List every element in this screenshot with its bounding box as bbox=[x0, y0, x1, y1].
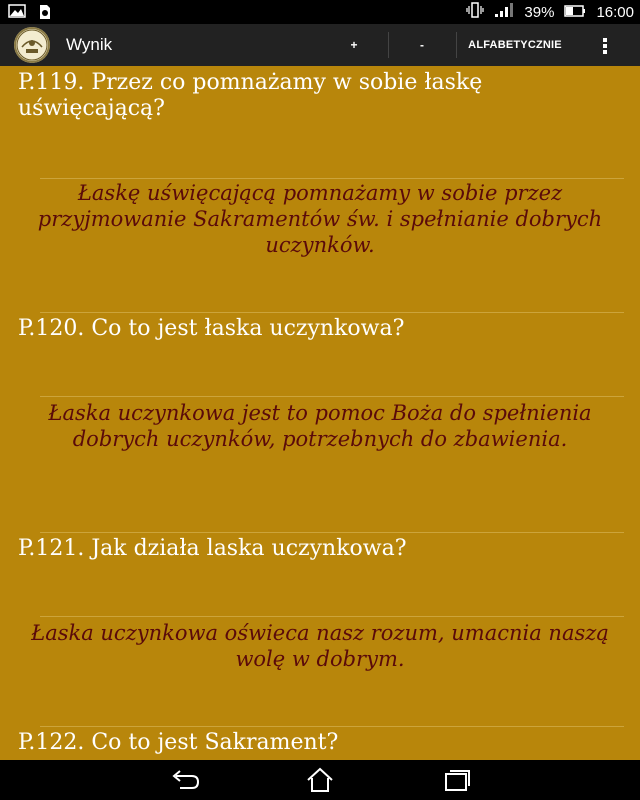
decrease-font-button[interactable]: - bbox=[420, 38, 424, 52]
question-body: Co to jest Sakrament? bbox=[91, 730, 339, 755]
divider bbox=[40, 532, 624, 533]
status-bar bbox=[0, 0, 640, 24]
home-icon[interactable] bbox=[300, 766, 340, 794]
alphabetical-button[interactable]: ALFABETYCZNIE bbox=[468, 39, 562, 51]
divider bbox=[40, 396, 624, 397]
app-notification-icon bbox=[38, 4, 52, 24]
overflow-menu-icon[interactable] bbox=[590, 24, 620, 66]
action-bar bbox=[0, 24, 640, 66]
answer-text: Łaskę uświęcającą pomnażamy w sobie przez przyjmowanie Sakramentów św. i spełnianie dobrych uczynków. bbox=[37, 181, 603, 257]
separator bbox=[456, 32, 457, 58]
divider bbox=[40, 726, 624, 727]
question-number: P.119. bbox=[18, 70, 85, 95]
question-text bbox=[18, 730, 618, 756]
question-body: Co to jest łaska uczynkowa? bbox=[91, 316, 405, 341]
question-number: P.121. bbox=[18, 536, 85, 561]
qa-list[interactable] bbox=[0, 66, 640, 760]
answer-text: Łaska uczynkowa jest to pomoc Boża do spełnienia dobrych uczynków, potrzebnych do zbawienia. bbox=[48, 401, 592, 451]
vibrate-icon bbox=[466, 2, 484, 22]
battery-icon bbox=[564, 4, 586, 21]
question-number: P.120. bbox=[18, 316, 85, 341]
back-icon[interactable] bbox=[166, 766, 206, 794]
divider bbox=[40, 178, 624, 179]
question-text bbox=[18, 70, 618, 122]
increase-font-button[interactable]: + bbox=[350, 38, 358, 52]
battery-percent: 39% bbox=[524, 3, 555, 21]
question-number: P.122. bbox=[18, 730, 85, 755]
divider bbox=[40, 616, 624, 617]
clock: 16:00 bbox=[596, 3, 634, 21]
app-logo-icon[interactable] bbox=[14, 27, 50, 63]
navigation-bar bbox=[0, 760, 640, 800]
question-body: Przez co pomnażamy w sobie łaskę uświęcającą? bbox=[18, 70, 483, 121]
recent-apps-icon[interactable] bbox=[436, 766, 476, 794]
answer-text: Łaska uczynkowa oświeca nasz rozum, umacnia naszą wolę w dobrym. bbox=[31, 621, 609, 671]
screen-title: Wynik bbox=[66, 35, 113, 54]
divider bbox=[40, 312, 624, 313]
image-icon bbox=[8, 4, 26, 24]
question-body: Jak działa laska uczynkowa? bbox=[91, 536, 407, 561]
signal-icon bbox=[494, 2, 514, 22]
question-text bbox=[18, 316, 618, 342]
question-text bbox=[18, 536, 618, 562]
separator bbox=[388, 32, 389, 58]
